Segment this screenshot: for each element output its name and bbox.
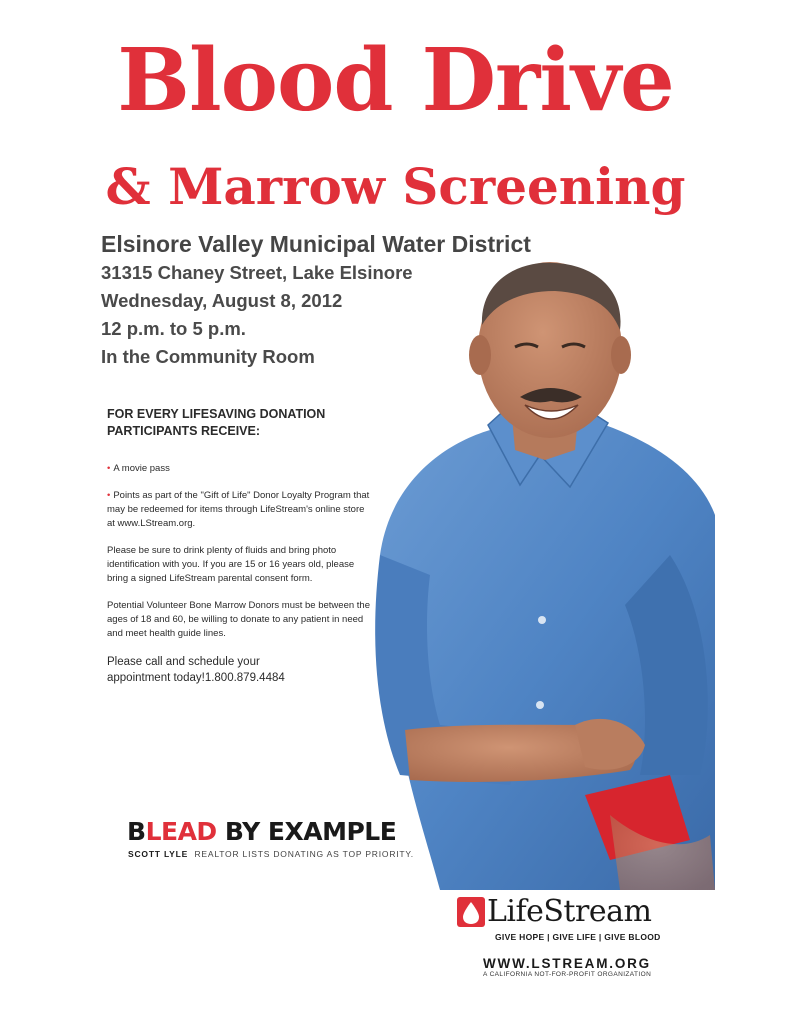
slogan [127,817,414,859]
subtitle: & Marrow Screening [105,157,686,216]
brand-tagline: GIVE HOPE | GIVE LIFE | GIVE BLOOD [495,932,661,942]
bullet-item: • A movie pass [107,463,170,474]
marrow-note: Potential Volunteer Bone Marrow Donors must be between the ages of 18 and 60, be willing to donate to any patient in need and meet health guide lines. [107,600,370,639]
website-url[interactable]: WWW.LSTREAM.ORG [483,956,651,971]
lifestream-brand [455,895,675,978]
lifestream-logo [455,895,675,929]
event-room: In the Community Room [101,346,315,367]
donation-info [107,406,372,686]
info-heading: FOR EVERY LIFESAVING DONATION PARTICIPANTS RECEIVE: [107,407,326,438]
bullet-item: • Points as part of the "Gift of Life" Donor Loyalty Program that may be redeemed for items through LifeStream's online store at www.LStream.org. [107,490,370,529]
venue-organization: Elsinore Valley Municipal Water District [101,231,531,257]
title: Blood Drive [117,30,674,131]
fluids-note: Please be sure to drink plenty of fluids and bring photo identification with you. If you are 15 or 16 years old, please bring a signed LifeStream parental consent form. [107,545,355,584]
bullet-icon: • [107,490,111,501]
event-time: 12 p.m. to 5 p.m. [101,318,246,339]
call-to-action: Please call and schedule your appointment today!1.800.879.4484 [107,656,285,684]
logo-text: LifeStream [487,894,652,929]
donor-portrait [370,255,715,890]
bullet-icon: • [107,463,111,474]
slogan-headline: BLEAD BY EXAMPLE [127,817,397,846]
blood-drop-icon [455,895,487,929]
event-date: Wednesday, August 8, 2012 [101,290,343,311]
venue-address: 31315 Chaney Street, Lake Elsinore [101,262,413,283]
nonprofit-note: A CALIFORNIA NOT-FOR-PROFIT ORGANIZATION [483,971,652,978]
slogan-caption: SCOTT LYLE REALTOR LISTS DONATING AS TOP PRIORITY. [128,849,414,859]
